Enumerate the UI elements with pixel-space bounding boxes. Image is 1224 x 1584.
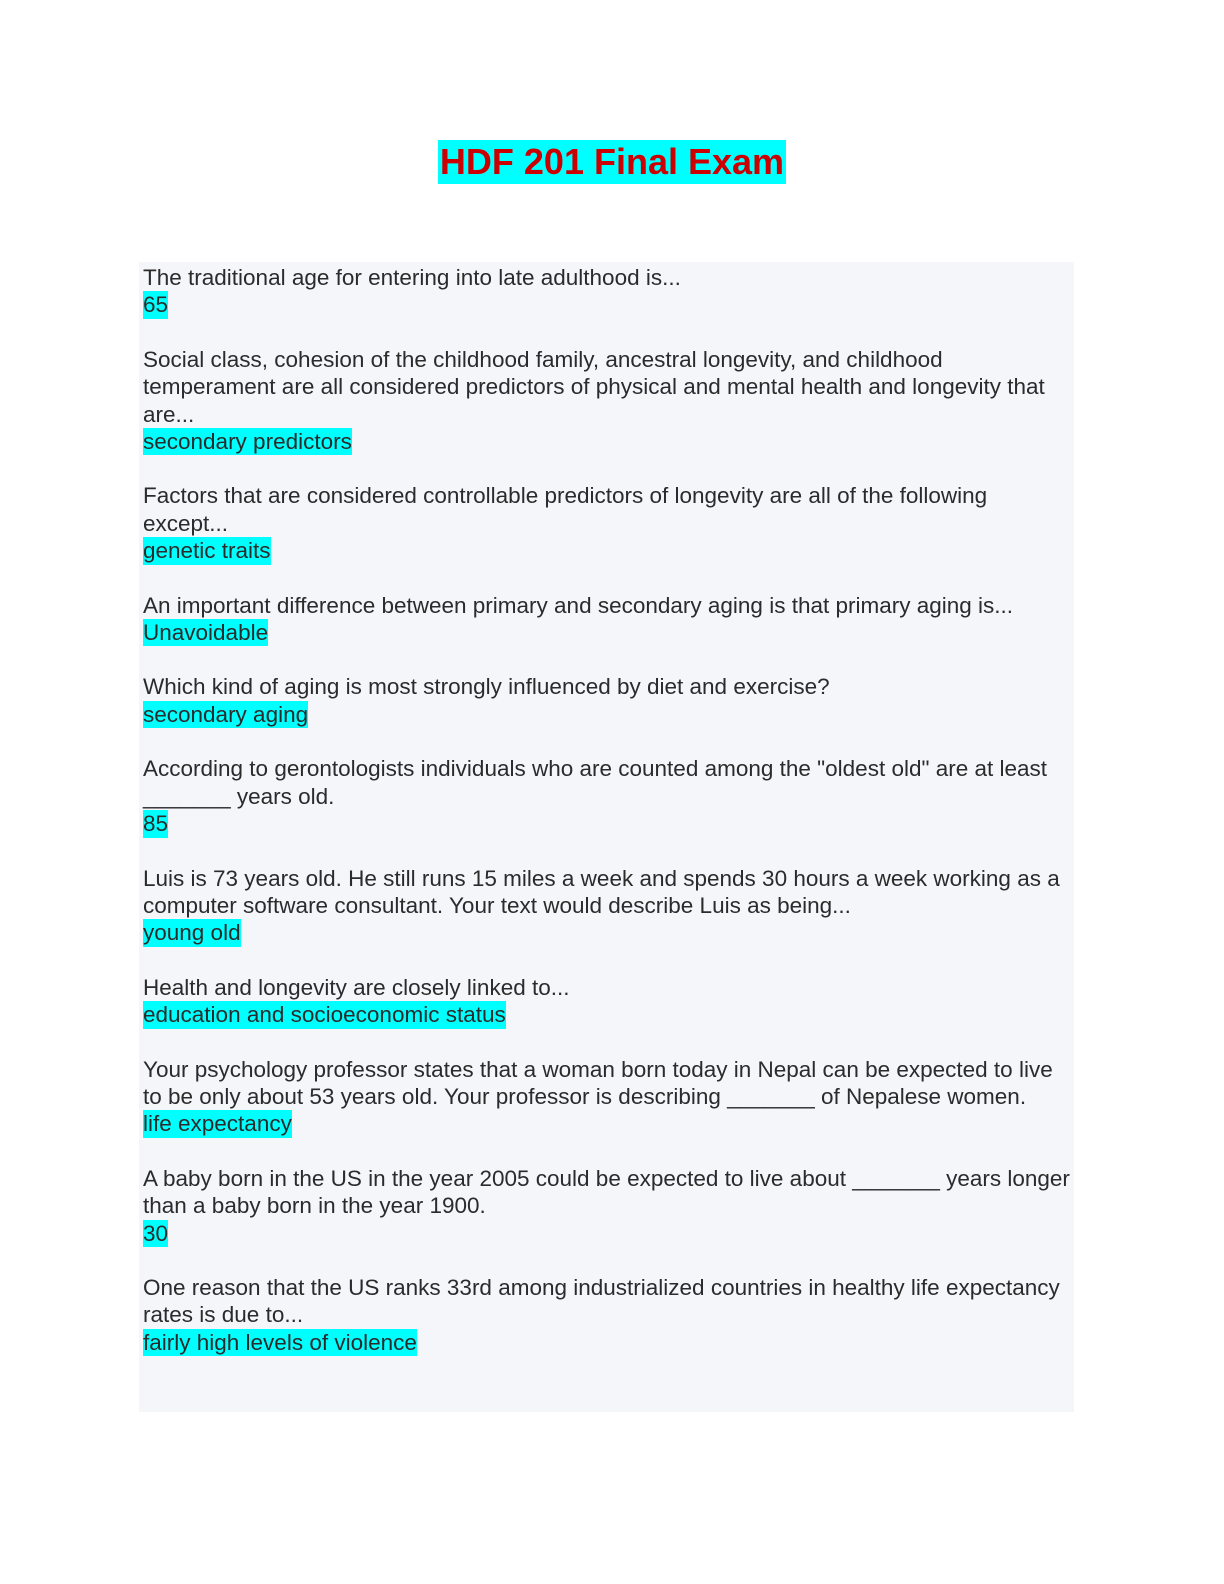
question-text: Social class, cohesion of the childhood family, ancestral longevity, and childhood temperament are all considered predictors of physical and mental health and longevity that are... (143, 346, 1045, 427)
answer-highlight: 65 (143, 292, 169, 318)
answer-highlight: fairly high levels of violence (143, 1329, 417, 1355)
answer-highlight: secondary predictors (143, 429, 352, 455)
qa-item (143, 592, 1070, 647)
question-text: Luis is 73 years old. He still runs 15 miles a week and spends 30 hours a week working as a computer software consultant. Your text would describe Luis as being... (143, 865, 1060, 918)
question-text: Factors that are considered controllable predictors of longevity are all of the following except... (143, 483, 988, 536)
question-text: An important difference between primary and secondary aging is that primary aging is... (143, 592, 1014, 618)
question-text: According to gerontologists individuals who are counted among the "oldest old" are at least _______ years old. (143, 756, 1048, 809)
qa-item (143, 974, 1070, 1029)
question-text: A baby born in the US in the year 2005 could be expected to live about _______ years longer than a baby born in the year 1900. (143, 1165, 1070, 1219)
qa-item (143, 755, 1070, 837)
qa-item (143, 1165, 1070, 1247)
answer-highlight: 30 (143, 1220, 169, 1246)
question-text: Which kind of aging is most strongly influenced by diet and exercise? (143, 674, 830, 700)
qa-item (143, 1274, 1070, 1356)
answer-highlight: genetic traits (143, 538, 271, 564)
question-text: The traditional age for entering into late adulthood is... (143, 265, 681, 290)
qa-item (143, 482, 1070, 564)
page-title: HDF 201 Final Exam (439, 141, 785, 182)
answer-highlight: life expectancy (143, 1111, 292, 1137)
qa-item (143, 346, 1070, 456)
qa-item (143, 673, 1070, 728)
qa-item (143, 264, 1070, 319)
answer-highlight: Unavoidable (143, 620, 269, 646)
answer-highlight: 85 (143, 811, 169, 837)
qa-item (143, 1056, 1070, 1138)
qa-item (143, 865, 1070, 947)
answer-highlight: education and socioeconomic status (143, 1002, 506, 1028)
title-container (0, 140, 1224, 184)
question-text: Your psychology professor states that a woman born today in Nepal can be expected to live to be only about 53 years old. Your professor is describing _______ of Nepalese women. (143, 1056, 1053, 1109)
question-text: Health and longevity are closely linked to... (143, 974, 570, 1000)
answer-highlight: young old (143, 920, 241, 946)
qa-panel (139, 262, 1074, 1412)
answer-highlight: secondary aging (143, 701, 309, 727)
question-text: One reason that the US ranks 33rd among industrialized countries in healthy life expectancy rates is due to... (143, 1274, 1060, 1328)
